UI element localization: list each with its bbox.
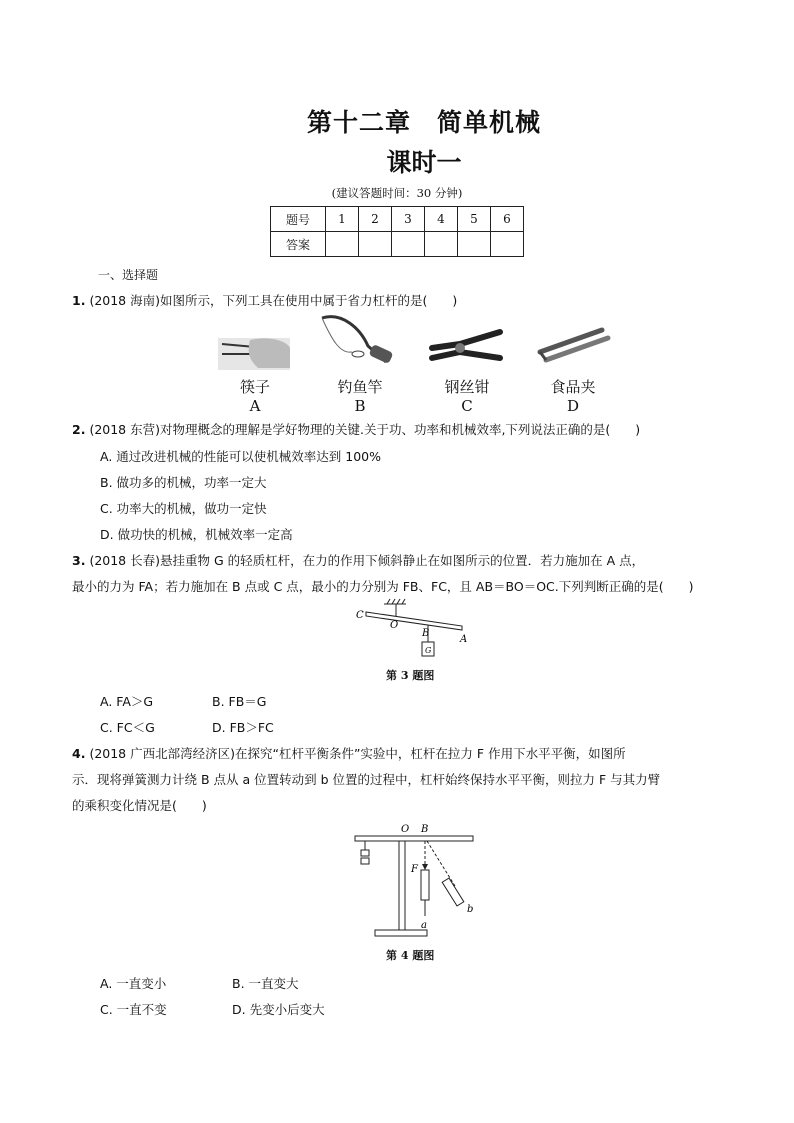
answer-table (270, 206, 524, 257)
lever-bar (355, 836, 473, 841)
option-b[interactable]: B. FB＝G (212, 694, 267, 709)
hook-weight (361, 858, 369, 864)
option-a[interactable]: A. 一直变小 (100, 976, 167, 991)
tool-label-b: 钓鱼竿 (337, 378, 383, 396)
question-3-line-1 (72, 548, 644, 574)
question-4-line-1 (72, 741, 626, 767)
answer-cell[interactable] (458, 232, 491, 257)
tool-label-d: 食品夹 (550, 378, 596, 396)
label-b: B (422, 628, 430, 639)
row-label-number: 题号 (271, 207, 326, 232)
ceiling-hatch (384, 599, 406, 604)
number-cell: 4 (425, 207, 458, 232)
label-o: O (390, 620, 399, 631)
option-a[interactable]: A. FA＞G (100, 694, 154, 709)
label-g: G (425, 646, 432, 655)
label-b: B (421, 824, 429, 835)
food-tongs-icon (540, 330, 608, 360)
pull-line-b (427, 841, 455, 886)
tool-letter-a: A (249, 397, 261, 415)
question-number: 3. (72, 553, 86, 568)
hook-weight (361, 850, 369, 856)
question-text: (2018 长春)悬挂重物 G 的轻质杠杆，在力的作用下倾斜静止在如图所示的位置．若力施加在 A 点， (89, 553, 645, 568)
option-b[interactable]: B. 做功多的机械，功率一定大 (100, 475, 267, 490)
option-d[interactable]: D. FB＞FC (212, 720, 274, 735)
spring-scale-b (442, 878, 464, 906)
tool-label-c: 钢丝钳 (444, 378, 490, 396)
question-4-line-3: 的乘积变化情况是( ) (72, 798, 207, 813)
stand-base (375, 930, 427, 936)
fishing-rod-icon (322, 317, 394, 364)
section-title: 一、选择题 (98, 268, 159, 282)
option-d[interactable]: D. 先变小后变大 (232, 1002, 325, 1017)
time-hint: (建议答题时间：30 分钟) (331, 186, 463, 200)
lesson-subtitle: 课时一 (386, 148, 462, 177)
question-3-line-2: 最小的力为 FA；若力施加在 B 点或 C 点，最小的力分别为 FB、FC，且 AB＝BO＝OC.下列判断正确的是( ) (72, 579, 694, 594)
label-f: F (411, 864, 418, 875)
number-cell: 3 (392, 207, 425, 232)
row-label-answer: 答案 (271, 232, 326, 257)
question-text: (2018 广西北部湾经济区)在探究“杠杆平衡条件”实验中，杠杆在拉力 F 作用下水平平衡，如图所 (89, 746, 626, 761)
question-text: (2018 东营)对物理概念的理解是学好物理的关键.关于功、功率和机械效率,下列说法正确的是( ) (89, 422, 641, 437)
tool-label-a: 筷子 (239, 378, 270, 396)
answer-cell[interactable] (425, 232, 458, 257)
tool-letter-b: B (354, 397, 366, 415)
question-text: (2018 海南)如图所示，下列工具在使用中属于省力杠杆的是( ) (89, 293, 458, 308)
option-c[interactable]: C. 功率大的机械，做功一定快 (100, 501, 267, 516)
pliers-icon (432, 332, 500, 358)
chopsticks-icon (218, 338, 290, 370)
figure-4-caption: 第 4 题图 (386, 949, 435, 962)
lever-figure-4 (345, 820, 485, 942)
answer-cell[interactable] (491, 232, 524, 257)
tool-letter-d: D (566, 397, 580, 415)
number-cell: 2 (359, 207, 392, 232)
option-c[interactable]: C. 一直不变 (100, 1002, 167, 1017)
chapter-title: 第十二章 简单机械 (306, 108, 541, 137)
answer-cell[interactable] (326, 232, 359, 257)
answer-cell[interactable] (359, 232, 392, 257)
stand-pole (399, 841, 405, 931)
tool-letter-c: C (461, 397, 473, 415)
spring-scale-a (421, 870, 429, 900)
lever-figure-3 (350, 598, 480, 664)
label-a: A (460, 634, 468, 645)
option-a[interactable]: A. 通过改进机械的性能可以使机械效率达到 100% (100, 449, 381, 464)
option-b[interactable]: B. 一直变大 (232, 976, 299, 991)
lever-bar (366, 612, 462, 630)
question-number: 1. (72, 293, 86, 308)
tools-figure (210, 310, 630, 372)
answer-cell[interactable] (392, 232, 425, 257)
question-4-line-2: 示．现将弹簧测力计绕 B 点从 a 位置转动到 b 位置的过程中，杠杆始终保持水平平衡，则拉力 F 与其力臂 (72, 772, 661, 787)
label-c: C (356, 610, 364, 621)
label-o: O (401, 824, 410, 835)
answer-row (271, 232, 524, 257)
label-pos-b: b (467, 904, 474, 915)
question-number: 2. (72, 422, 86, 437)
option-d[interactable]: D. 做功快的机械，机械效率一定高 (100, 527, 293, 542)
number-cell: 5 (458, 207, 491, 232)
question-number-row (271, 207, 524, 232)
number-cell: 6 (491, 207, 524, 232)
figure-3-caption: 第 3 题图 (386, 669, 435, 682)
question-number: 4. (72, 746, 86, 761)
question-2 (72, 417, 640, 443)
option-c[interactable]: C. FC＜G (100, 720, 155, 735)
number-cell: 1 (326, 207, 359, 232)
label-pos-a: a (421, 920, 427, 931)
